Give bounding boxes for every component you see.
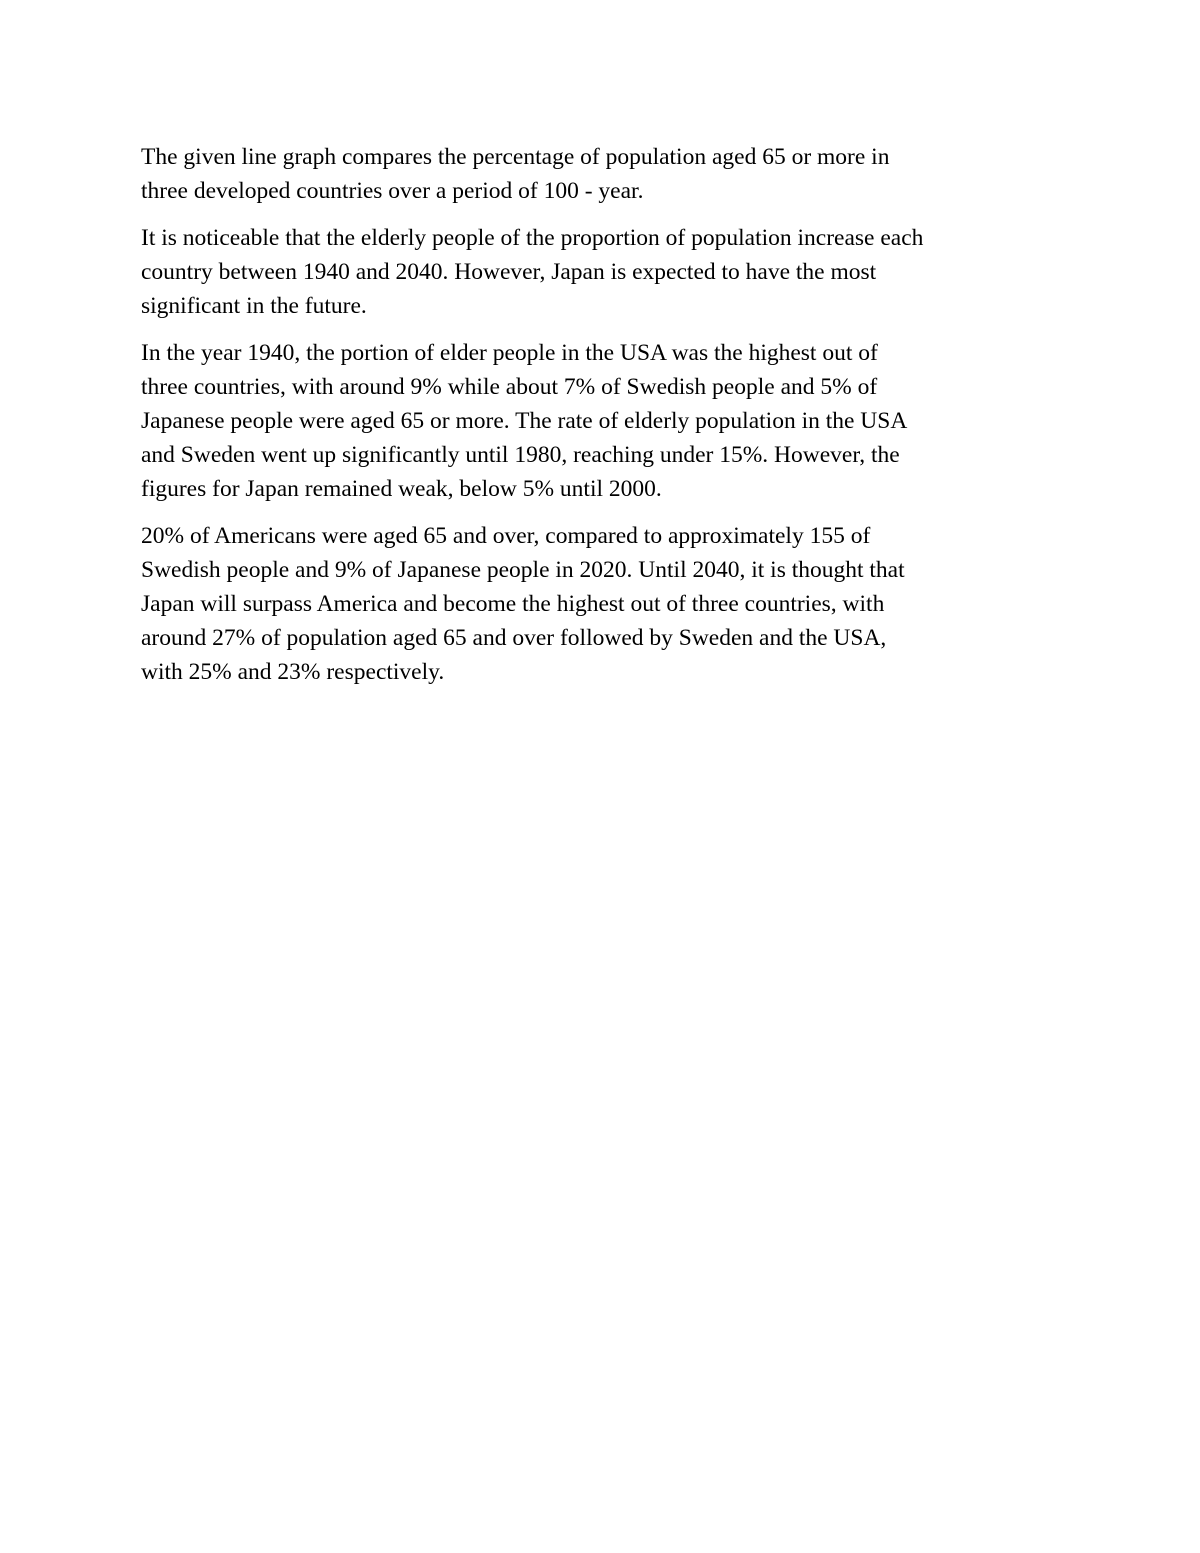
text-line: and Sweden went up significantly until 1980, reaching under 15%. However, the <box>141 442 900 468</box>
text-line: It is noticeable that the elderly people of the proportion of population increase each <box>141 225 924 251</box>
paragraph-overview <box>141 221 1076 323</box>
text-line: Swedish people and 9% of Japanese people in 2020. Until 2040, it is thought that <box>141 557 905 583</box>
text-line: In the year 1940, the portion of elder people in the USA was the highest out of <box>141 340 878 366</box>
text-line: significant in the future. <box>141 293 367 319</box>
text-line: 20% of Americans were aged 65 and over, compared to approximately 155 of <box>141 523 871 549</box>
text-line: with 25% and 23% respectively. <box>141 659 445 685</box>
text-line: The given line graph compares the percentage of population aged 65 or more in <box>141 144 890 170</box>
text-line: Japanese people were aged 65 or more. The rate of elderly population in the USA <box>141 408 908 434</box>
text-line: Japan will surpass America and become the highest out of three countries, with <box>141 591 885 617</box>
text-line: around 27% of population aged 65 and over followed by Sweden and the USA, <box>141 625 887 651</box>
document-body <box>141 140 1076 702</box>
paragraph-intro <box>141 140 1076 208</box>
text-line: three developed countries over a period of 100 - year. <box>141 178 644 204</box>
text-line: figures for Japan remained weak, below 5% until 2000. <box>141 476 662 502</box>
paragraph-body-2 <box>141 519 1076 689</box>
paragraph-body-1 <box>141 336 1076 506</box>
text-line: country between 1940 and 2040. However, Japan is expected to have the most <box>141 259 877 285</box>
text-line: three countries, with around 9% while about 7% of Swedish people and 5% of <box>141 374 878 400</box>
